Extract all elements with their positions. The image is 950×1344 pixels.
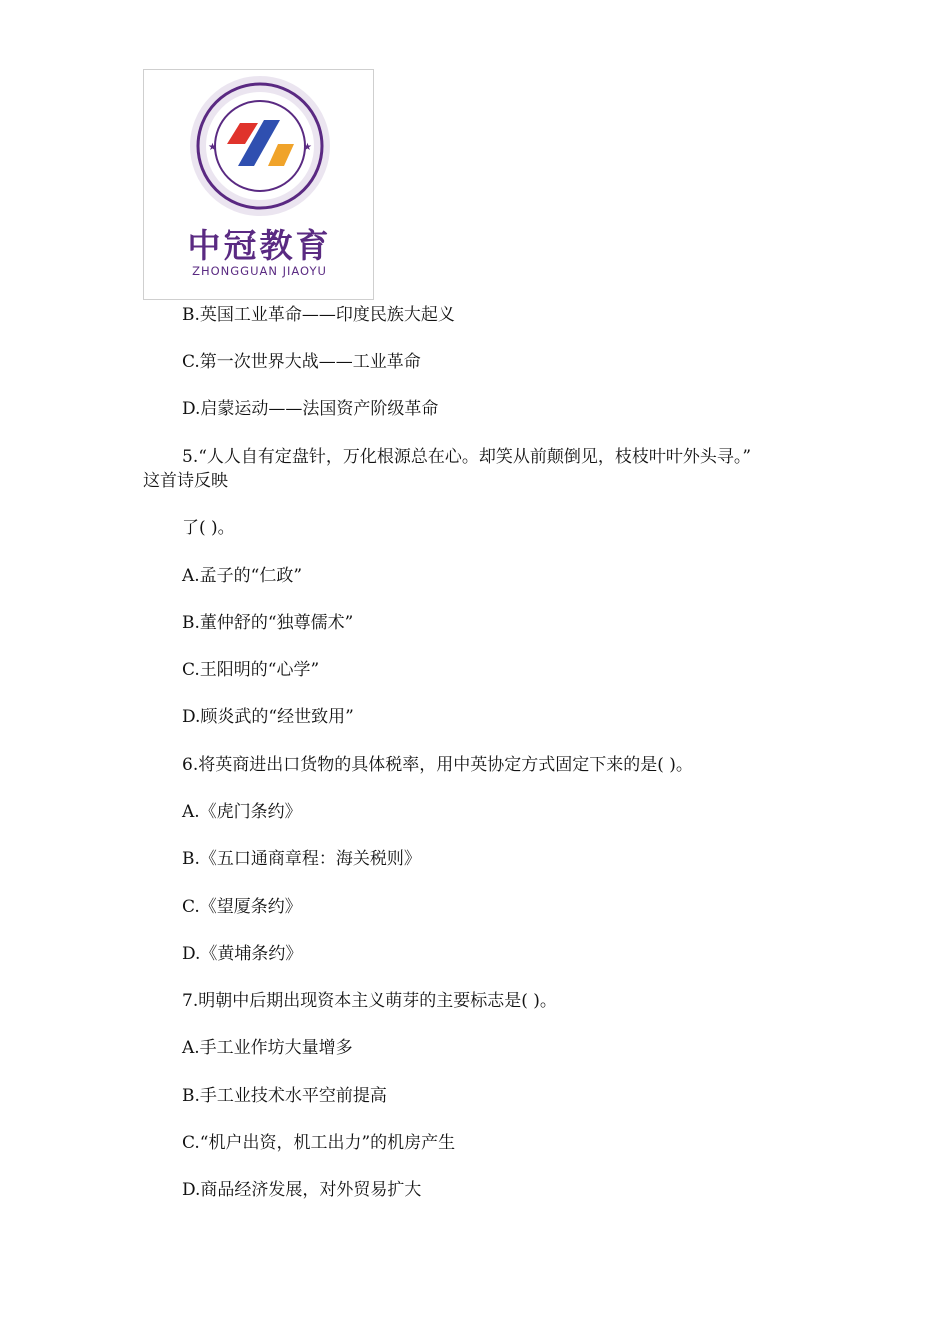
logo-name-cn: 中冠教育 [187, 226, 332, 265]
option-b: B.《五口通商章程：海关税则》 [182, 849, 421, 869]
option-a: A.《虎门条约》 [182, 802, 302, 822]
question-6: 6.将英商进出口货物的具体税率，用中英协定方式固定下来的是( )。 [182, 755, 693, 775]
question-5-tail: 了( )。 [182, 518, 235, 538]
option-a: A.孟子的“仁政” [182, 566, 303, 586]
logo-name-en: ZHONGGUAN JIAOYU [192, 264, 327, 278]
option-d: D.启蒙运动——法国资产阶级革命 [182, 399, 439, 419]
option-a: A.手工业作坊大量增多 [182, 1038, 353, 1058]
option-c: C.《望厦条约》 [182, 897, 302, 917]
option-c: C.“机户出资，机工出力”的机房产生 [182, 1133, 456, 1153]
svg-text:★: ★ [303, 142, 312, 153]
option-b: B.董仲舒的“独尊儒术” [182, 613, 354, 633]
option-c: C.王阳明的“心学” [182, 660, 320, 680]
option-d: D.顾炎武的“经世致用” [182, 707, 354, 727]
question-5-continued: 这首诗反映 [143, 471, 228, 491]
option-b: B.手工业技术水平空前提高 [182, 1086, 387, 1106]
logo [143, 69, 374, 300]
option-c: C.第一次世界大战——工业革命 [182, 352, 421, 372]
option-b: B.英国工业革命——印度民族大起义 [182, 305, 455, 325]
option-d: D.商品经济发展，对外贸易扩大 [182, 1180, 422, 1200]
option-d: D.《黄埔条约》 [182, 944, 303, 964]
question-7: 7.明朝中后期出现资本主义萌芽的主要标志是( )。 [182, 991, 557, 1011]
svg-text:★: ★ [208, 142, 217, 153]
question-5: 5.“人人自有定盘针，万化根源总在心。却笑从前颠倒见，枝枝叶叶外头寻。” [182, 447, 752, 467]
